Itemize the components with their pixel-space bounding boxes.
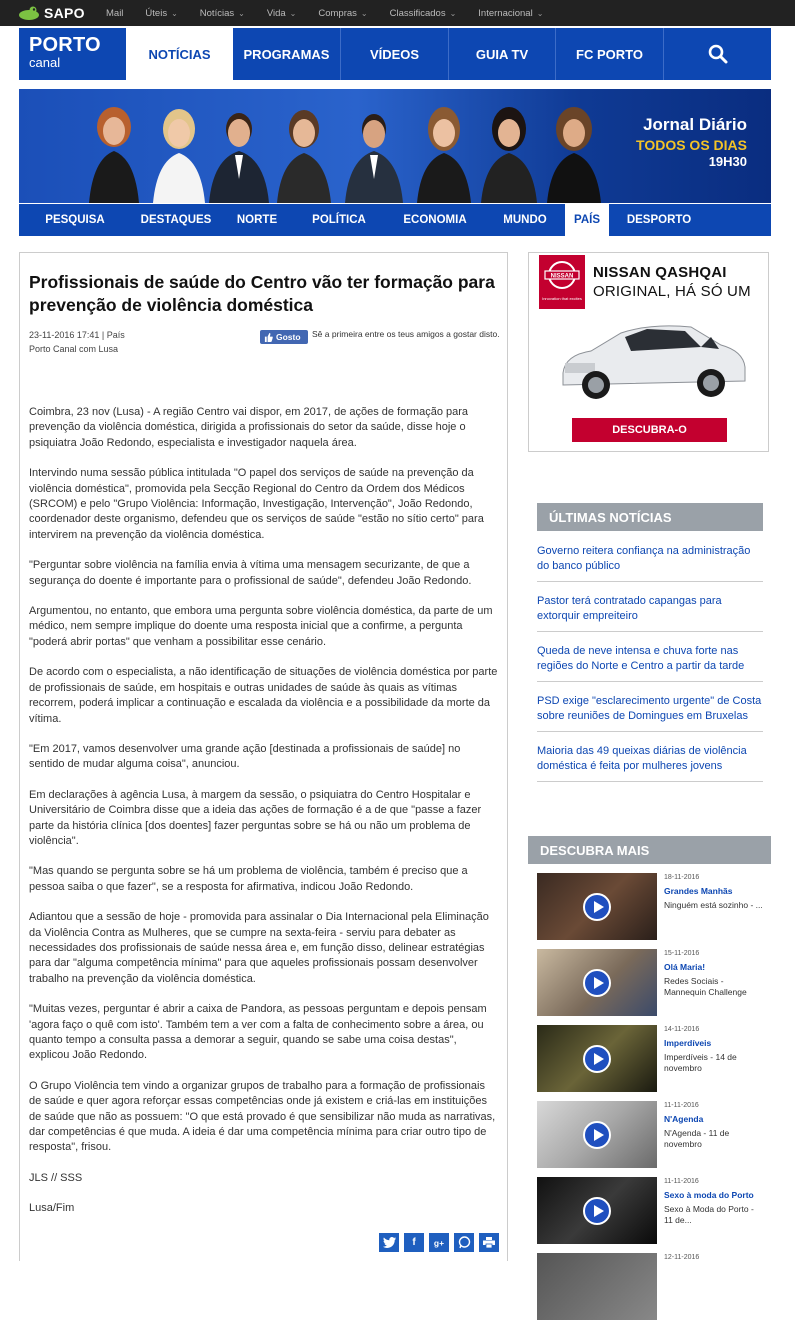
article-paragraph: Argumentou, no entanto, que embora uma pergunta sobre violência doméstica, da parte de um médico, nem sempre implique do doente uma resposta inicial que a confirme, a pergunta "poderá abrir portas" que venham a possibilitar esse cenário. [29,605,493,648]
play-icon[interactable] [583,1121,611,1149]
video-item[interactable] [537,1101,767,1177]
video-thumbnail[interactable] [537,1101,657,1168]
video-item[interactable] [537,1177,767,1253]
twitter-share-button[interactable] [379,1233,399,1252]
facebook-share-button[interactable] [404,1233,424,1252]
logo-line2: canal [29,55,61,70]
news-link[interactable]: PSD exige "esclarecimento urgente" de Costa sobre reuniões de Domingues em Bruxelas [537,682,763,732]
section-economia[interactable]: ECONOMIA [403,214,467,226]
facebook-like-button[interactable] [260,330,308,344]
video-item[interactable] [537,949,767,1025]
tab-programas[interactable]: PROGRAMAS [243,46,330,62]
ultimas-noticias-heading: ÚLTIMAS NOTÍCIAS [537,503,763,531]
chevron-down-icon: ⌄ [171,8,178,18]
print-icon [483,1237,495,1248]
news-link[interactable]: Queda de neve intensa e chuva forte nas regiões do Norte e Centro a partir da tarde [537,632,763,682]
article-source: Porto Canal com Lusa [29,344,119,354]
porto-canal-logo[interactable] [19,28,126,80]
video-date: 11-11-2016 [664,1178,699,1185]
chevron-down-icon: ⌄ [449,8,457,18]
sapo-frog-icon [18,5,40,21]
video-title[interactable]: Imperdíveis [664,1038,712,1048]
nissan-logo-text: NISSAN [550,273,574,280]
whatsapp-share-button[interactable] [454,1233,474,1252]
nissan-tagline: Innovation that excites [542,296,582,301]
article-paragraph: De acordo com o especialista, a não identificação de situações de violência doméstica por parte de profissionais de saúde, em hospitais e outras unidades de saúde às quais as vítimas recorrem, poderá implicar a continuação e escalada da violência e a possibilidade da morte da vítima. [29,666,498,725]
video-thumbnail[interactable] [537,873,657,940]
video-item[interactable] [537,1253,767,1329]
article-paragraph: Intervindo numa sessão pública intitulada "O papel dos serviços de saúde na prevenção da violência doméstica", promovida pela Secção Regional do Centro da Ordem dos Médicos (SRCOM) e pelo "Grupo Violência: Informação, Investigação, Intervenção", João Redondo, coordenador deste organismo, defendeu que os serviços de saúde "estão no sítio certo" para intervirem na prevenção da violência doméstica. [29,467,484,541]
sapo-link-classificados[interactable]: Classificados ⌄ [389,7,457,19]
video-desc: N'Agenda - 11 de novembro [664,1128,730,1149]
logo-line1: PORTO [29,34,101,56]
article-paragraph: "Mas quando se pergunta sobre se há um problema de violência, também é preciso que a pessoa saiba o que fazer", se a resposta for afirmativa, indicou João Redondo. [29,865,468,893]
sapo-link-vida[interactable]: Vida ⌄ [266,7,297,19]
article-paragraph: "Muitas vezes, perguntar é abrir a caixa de Pandora, as pessoas perguntam e depois pensam 'agora faço o quê com isto'. Também tem a ver com a falta de conhecimento sobre a área, ou quanto tempo a consulta passa a demorar a seguir, quando se sabe uma coisa destas", explicou João Redondo. [29,1003,487,1062]
video-title[interactable]: Sexo à moda do Porto [664,1190,754,1200]
video-info [664,1177,764,1226]
news-link[interactable]: Pastor terá contratado capangas para extorquir empreiteiro [537,582,763,632]
chevron-down-icon: ⌄ [238,8,245,18]
video-desc: Redes Sociais - Mannequin Challenge [664,976,747,997]
play-icon[interactable] [583,969,611,997]
sapo-top-bar [0,0,795,26]
facebook-icon: f [412,1237,416,1248]
sapo-link-uteis[interactable]: Úteis ⌄ [145,7,178,19]
chevron-down-icon: ⌄ [536,8,544,18]
sapo-link-compras[interactable]: Compras ⌄ [318,7,368,19]
section-nav [19,204,771,236]
site-header [19,28,771,80]
print-button[interactable] [479,1233,499,1252]
video-date: 15-11-2016 [664,950,700,957]
article-paragraph: "Em 2017, vamos desenvolver uma grande ação [destinada a profissionais de saúde] no sentido de mudar alguma coisa", anunciou. [29,742,461,771]
video-date: 14-11-2016 [664,1026,700,1033]
facebook-like-text: Sê a primeira entre os teus amigos a gostar disto. [312,329,500,339]
presenters-illustration [79,89,639,203]
article-paragraph: Adiantou que a sessão de hoje - promovida para assinalar o Dia Internacional pela Eliminação da Violência Contra as Mulheres, que se cumpre na sexta-feira - serviu para debater as necessidades dos profissionais de saúde nessa área e, em função disso, delinear estratégias para dar "alguma competência mínima" para que aqueles profissionais possam desenvolver trabalho na prevenção da violência doméstica. [29,911,489,985]
video-desc: Sexo à Moda do Porto - 11 de... [664,1204,754,1225]
video-date: 18-11-2016 [664,874,700,881]
banner-subtitle: TODOS OS DIAS [636,137,747,153]
article-body [29,405,498,1217]
thumbs-up-icon [264,333,273,342]
video-date: 11-11-2016 [664,1102,699,1109]
article-paragraph: Coimbra, 23 nov (Lusa) - A região Centro vai dispor, em 2017, de ações de formação para prevenção da violência doméstica, dirigida a profissionais do setor da saúde, disse hoje o psiquiatra João Redondo, especialista e investigador naquela área. [29,406,469,449]
tab-guia-tv[interactable]: GUIA TV [448,28,555,80]
ad-title-line2: ORIGINAL, HÁ SÓ UM [593,283,751,300]
article-title: Profissionais de saúde do Centro vão ter formação para prevenção de violência doméstica [29,272,495,315]
video-thumbnail[interactable] [537,949,657,1016]
facebook-like-label: Gosto [276,332,301,342]
sapo-link-noticias[interactable]: Notícias ⌄ [199,7,245,19]
video-thumbnail[interactable] [537,1177,657,1244]
section-pesquisa[interactable]: PESQUISA [45,214,105,226]
video-desc: Ninguém está sozinho - ... [664,900,763,910]
googleplus-share-button[interactable] [429,1233,449,1252]
article-meta [29,329,498,369]
section-desporto[interactable]: DESPORTO [626,214,692,226]
section-politica[interactable]: POLÍTICA [312,214,366,226]
video-thumbnail[interactable] [537,1253,657,1320]
play-icon[interactable] [583,893,611,921]
nissan-logo-icon [539,255,585,309]
article-paragraph: O Grupo Violência tem vindo a organizar grupos de trabalho para a formação de profissionais de saúde e quer agora reforçar essas competências onde já existem e criá-las em instituições de saúde que não as possuem: "O que está provado é que sensibilizar não muda as narrativas, dar competências é que muda. A ideia é dar uma competência mínima para criar outro tipo de resposta", frisou. [29,1079,496,1154]
video-info [664,1101,764,1150]
tab-fc-porto[interactable]: FC PORTO [555,28,663,80]
article-end: Lusa/Fim [29,1202,75,1215]
video-title[interactable]: N'Agenda [664,1114,704,1124]
ad-title [593,263,751,301]
banner-title: Jornal Diário [643,115,747,134]
car-image [551,311,751,411]
tab-videos[interactable]: VÍDEOS [340,28,448,80]
video-info [664,1025,764,1074]
video-info [664,873,764,911]
article-date: 23-11-2016 17:41 [29,330,100,340]
video-date: 12-11-2016 [664,1254,700,1261]
search-button[interactable] [663,28,771,80]
section-norte[interactable]: NORTE [236,214,278,226]
article-category[interactable]: País [106,330,125,340]
jornal-diario-banner[interactable] [19,89,771,203]
search-icon [708,44,728,64]
section-mundo[interactable]: MUNDO [503,214,547,226]
ad-title-line1: NISSAN QASHQAI [593,264,727,281]
article-date-line: 23-11-2016 17:41 | País [29,330,125,340]
tab-noticias[interactable]: NOTÍCIAS [126,28,233,80]
play-icon[interactable] [583,1197,611,1225]
video-item[interactable] [537,873,767,949]
main-nav [126,28,663,80]
banner-time: 19H30 [708,154,747,169]
section-destaques[interactable]: DESTAQUES [140,214,212,226]
twitter-icon [383,1237,396,1248]
video-item[interactable] [537,1025,767,1101]
chevron-down-icon: ⌄ [360,8,368,18]
share-buttons [374,1233,499,1252]
sapo-logo[interactable] [18,0,100,26]
chevron-down-icon: ⌄ [289,8,297,18]
googleplus-icon: g+ [433,1237,445,1248]
sapo-link-mail[interactable]: Mail [106,7,124,19]
article [19,252,508,1261]
video-info [664,1253,764,1263]
whatsapp-icon [458,1236,471,1249]
video-title[interactable]: Grandes Manhãs [664,886,733,896]
video-title[interactable]: Olá Maria! [664,962,706,972]
descubra-mais-heading: DESCUBRA MAIS [528,836,771,864]
video-thumbnail[interactable] [537,1025,657,1092]
play-icon[interactable] [583,1045,611,1073]
nissan-ad[interactable] [528,252,769,452]
ad-cta-button[interactable]: DESCUBRA-O [572,418,727,442]
news-link[interactable]: Maioria das 49 queixas diárias de violência doméstica é feita por mulheres jovens [537,732,763,782]
banner-text [636,115,747,169]
sapo-links [106,8,565,19]
ultimas-noticias-list [537,538,763,782]
article-paragraph: "Perguntar sobre violência na família envia à vítima uma mensagem securizante, de que a segurança do doente é importante para o profissional de saúde", defendeu João Redondo. [29,559,472,587]
section-pais[interactable]: PAÍS [565,204,609,236]
sapo-link-internacional[interactable]: Internacional ⌄ [478,7,544,19]
video-info [664,949,764,998]
nissan-logo [539,255,585,309]
article-signature: JLS // SSS [29,1171,83,1184]
video-desc: Imperdíveis - 14 de novembro [664,1052,737,1073]
sapo-logo-text: SAPO [44,5,85,21]
news-link[interactable]: Governo reitera confiança na administração do banco público [537,538,763,582]
article-paragraph: Em declarações à agência Lusa, à margem da sessão, o psiquiatra do Centro Hospitalar e Universitário de Coimbra disse que a ideia das ações de formação é a de que "passe a fazer parte da história clínica [dos doentes] fazer perguntas sobre se há ou não um problema de violência". [29,788,482,847]
